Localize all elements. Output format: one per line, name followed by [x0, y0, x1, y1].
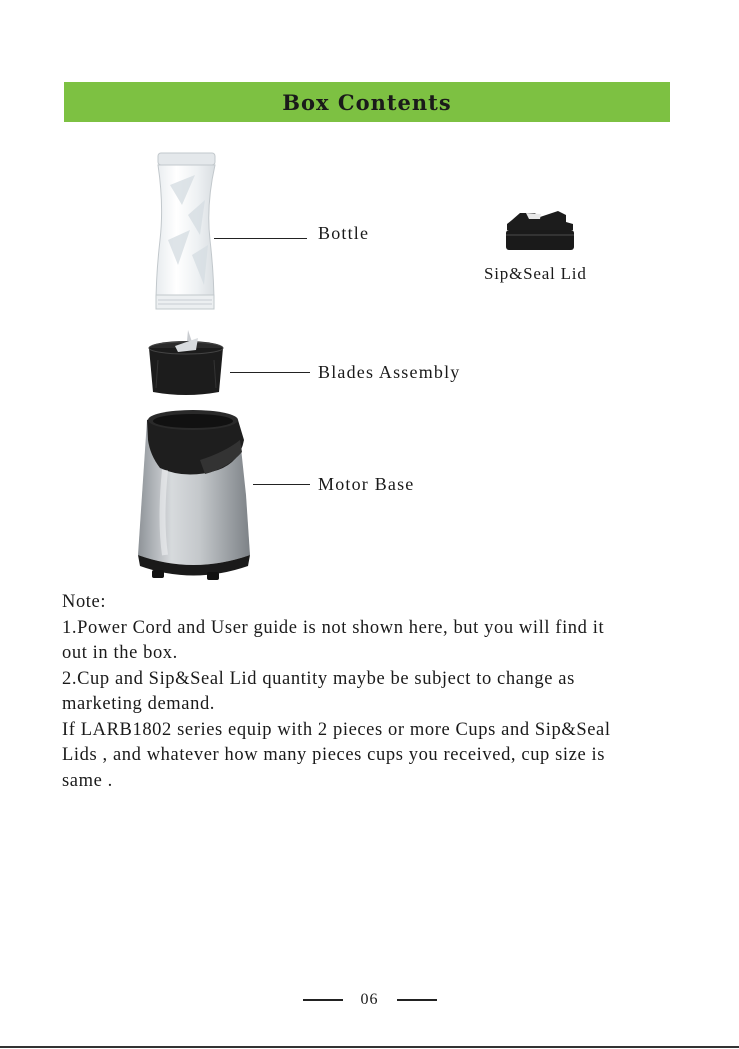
- note-line-5: If LARB1802 series equip with 2 pieces or more Cups and Sip&Seal: [62, 719, 611, 740]
- section-title: Box Contents: [282, 89, 452, 115]
- motor-leader-line: [253, 484, 310, 485]
- page-number: 06: [360, 991, 379, 1008]
- sip-seal-lid-label: Sip&Seal Lid: [484, 264, 587, 283]
- page-footer: [0, 988, 739, 1012]
- blades-assembly-image: [149, 330, 223, 395]
- note-line-3: 2.Cup and Sip&Seal Lid quantity maybe be subject to change as: [62, 668, 575, 689]
- note-heading: Note:: [62, 592, 107, 612]
- note-line-1: 1.Power Cord and User guide is not shown here, but you will find it: [62, 617, 605, 638]
- motor-base-image: [138, 410, 250, 580]
- bottle-leader-line: [214, 238, 307, 239]
- note-line-2: out in the box.: [62, 643, 178, 663]
- bottle-image: [156, 153, 215, 309]
- sip-seal-lid-image: [506, 211, 574, 250]
- motor-base-label: Motor Base: [318, 474, 415, 494]
- bottom-rule: [0, 1046, 739, 1048]
- footer-dash-right: [397, 999, 437, 1001]
- note-line-6: Lids , and whatever how many pieces cups you received, cup size is: [62, 745, 606, 765]
- note-line-7: same .: [62, 770, 113, 791]
- footer-dash-left: [303, 999, 343, 1001]
- blades-leader-line: [230, 372, 310, 373]
- blades-assembly-label: Blades Assembly: [318, 362, 461, 382]
- bottle-label: Bottle: [318, 223, 370, 243]
- note-line-4: marketing demand.: [62, 694, 216, 714]
- note-section: [62, 590, 672, 794]
